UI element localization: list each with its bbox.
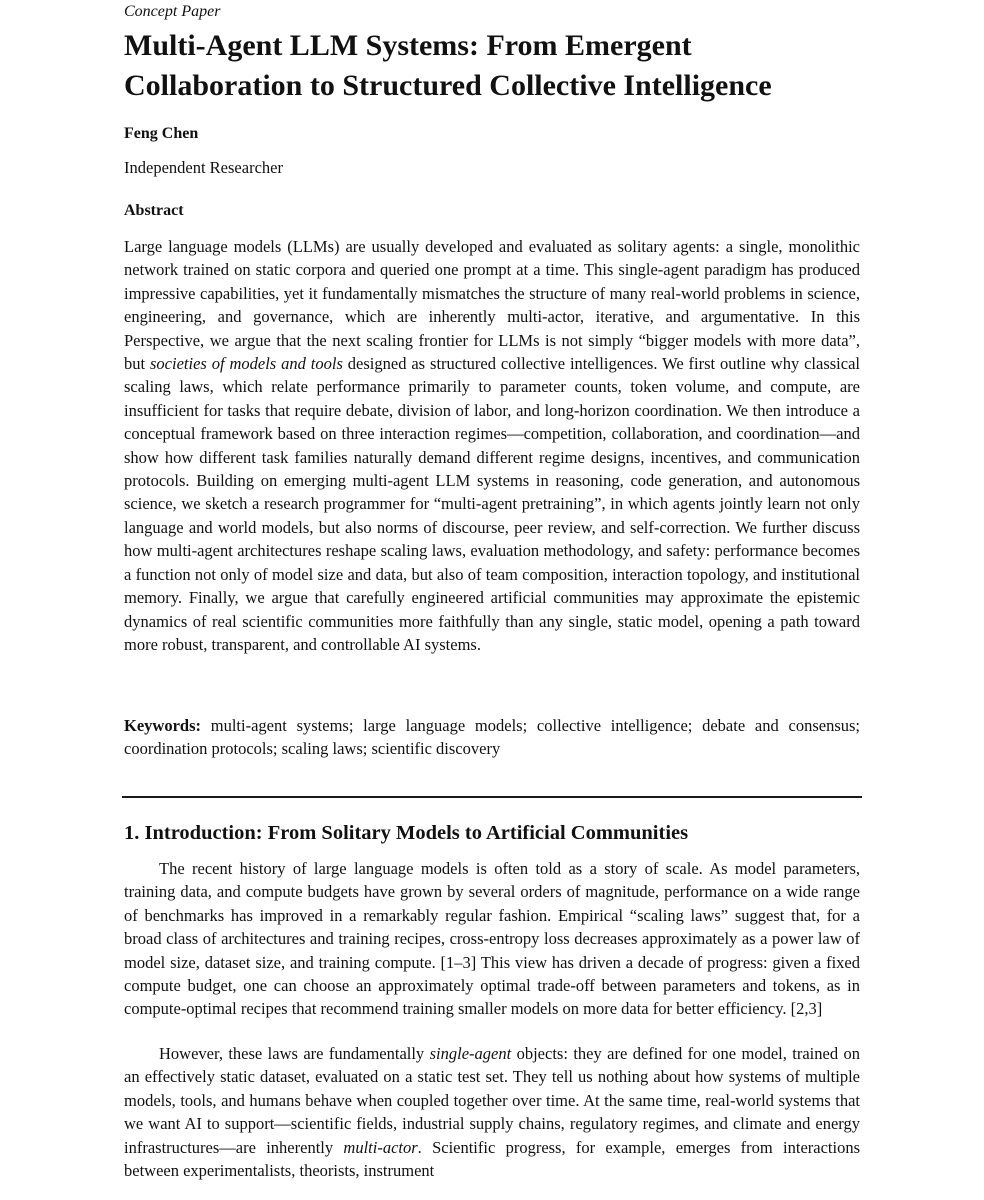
section-divider bbox=[122, 796, 862, 798]
intro-p2-part1: However, these laws are fundamentally bbox=[159, 1044, 430, 1063]
abstract-emphasis: societies of models and tools bbox=[150, 354, 343, 374]
intro-p2-part2: objects: they are defined for one model, trained on an effectively static dataset, evaluated on a static test set. They tell us nothing about how systems of multiple models, tools, and humans behave when coupled together over time. At the same time, real-world systems that we want AI to support—scientific fields, industrial supply chains, regulatory regimes, and climate and energy infrastructures—are inherently bbox=[124, 1044, 860, 1157]
paper-title: Multi-Agent LLM Systems: From Emergent Collaboration to Structured Collective Intelligence bbox=[124, 29, 772, 102]
keywords-label: Keywords: bbox=[124, 716, 201, 735]
keywords bbox=[124, 714, 860, 761]
intro-p2-emphasis-1: single-agent bbox=[429, 1044, 512, 1063]
article-type-label: Concept Paper bbox=[124, 3, 221, 20]
intro-p2-emphasis-2: multi-actor bbox=[343, 1137, 418, 1157]
section-heading: 1. Introduction: From Solitary Models to Artificial Communities bbox=[124, 822, 689, 844]
author-affiliation: Independent Researcher bbox=[124, 158, 283, 177]
intro-p2-part3: . Scientific progress, for example, emerges from interactions between experimentalists, theorists, instrument bbox=[124, 1137, 860, 1181]
author-name: Feng Chen bbox=[124, 125, 199, 142]
abstract-text bbox=[124, 235, 860, 656]
abstract-text-part2: designed as structured collective intelligences. We first outline why classical scaling laws, which relate performance primarily to parameter counts, token volume, and compute, are insufficient for tasks that require debate, division of labor, and long-horizon coordination. We then introduce a conceptual framework based on three interaction regimes—competition, collaboration, and coordination—and show how different task families naturally demand different regime designs, incentives, and communication protocols. Building on emerging multi-agent LLM systems in reasoning, code generation, and autonomous science, we sketch a research programmer for “multi-agent pretraining”, in which agents jointly learn not only language and world models, but also norms of discourse, peer review, and self-correction. We further discuss how multi-agent architectures reshape scaling laws, evaluation methodology, and safety: performance becomes a function not only of model size and data, but also of team composition, interaction topology, and institutional memory. Finally, we argue that carefully engineered artificial communities may approximate the epistemic dynamics of real scientific communities more faithfully than any single, static model, opening a path toward more robust, transparent, and controllable AI systems. bbox=[124, 354, 860, 654]
abstract-text-part1: Large language models (LLMs) are usually developed and evaluated as solitary agents: a single, monolithic network trained on static corpora and queried one prompt at a time. This single-agent paradigm has produced impressive capabilities, yet it fundamentally mismatches the structure of many real-world problems in science, engineering, and governance, which are inherently multi-actor, iterative, and argumentative. In this Perspective, we argue that the next scaling frontier for LLMs is not simply “bigger models with more data”, but bbox=[124, 237, 860, 374]
keywords-list: multi-agent systems; large language models; collective intelligence; debate and consensus; coordination protocols; scaling laws; scientific discovery bbox=[124, 716, 860, 759]
intro-paragraph-2 bbox=[124, 1042, 860, 1182]
intro-paragraph-1: The recent history of large language models is often told as a story of scale. As model parameters, training data, and compute budgets have grown by several orders of magnitude, performance on a wide range of benchmarks has improved in a remarkably regular fashion. Empirical “scaling laws” suggest that, for a broad class of architectures and training recipes, cross-entropy loss decreases approximately as a power law of model size, dataset size, and training compute. [1–3] This view has driven a decade of progress: given a fixed compute budget, one can choose an approximately optimal trade-off between parameters and tokens, as in compute-optimal recipes that recommend training smaller models on more data for better efficiency. [2,3] bbox=[124, 859, 860, 1019]
abstract-heading: Abstract bbox=[124, 202, 184, 219]
